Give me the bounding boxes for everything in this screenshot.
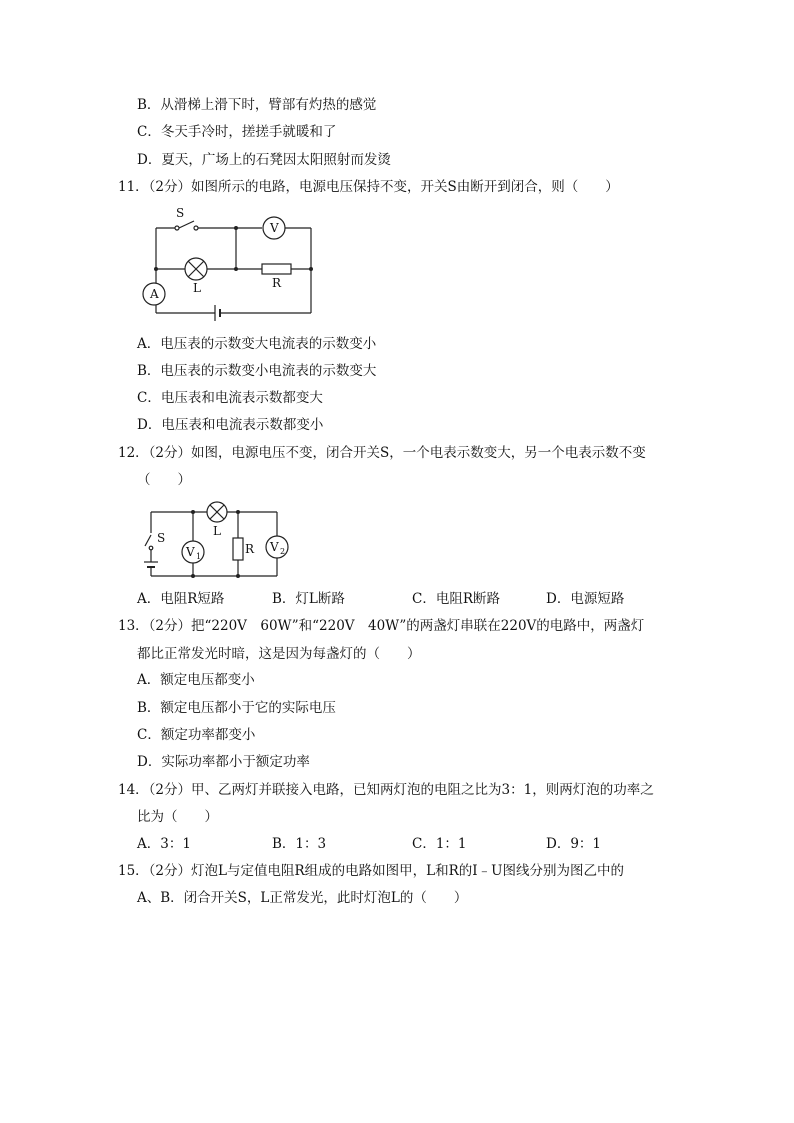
q13-option-c: C．额定功率都变小: [137, 727, 256, 743]
q12-option-d: D．电源短路: [546, 591, 625, 607]
question-14-stem: 14．（2分）甲、乙两灯并联接入电路，已知两灯泡的电阻之比为3：1，则两灯泡的功率之: [118, 782, 654, 798]
q14-option-d: D．9：1: [546, 836, 602, 852]
q11-option-c: C．电压表和电流表示数都变大: [137, 390, 323, 406]
option-d: D．夏天，广场上的石凳因太阳照射而发烫: [137, 152, 391, 168]
q12-option-c: C．电阻R断路: [412, 591, 500, 607]
question-15-stem-cont: A、B．闭合开关S，L正常发光，此时灯泡L的（ ）: [137, 890, 468, 906]
question-14-stem-cont: 比为（ ）: [137, 809, 218, 825]
q11-option-b: B．电压表的示数变小电流表的示数变大: [137, 363, 377, 379]
q11-option-a: A．电压表的示数变大电流表的示数变小: [137, 336, 377, 352]
q13-option-d: D．实际功率都小于额定功率: [137, 754, 310, 770]
question-15-stem: 15．（2分）灯泡L与定值电阻R组成的电路如图甲，L和R的I﹣U图线分别为图乙中的: [118, 863, 624, 879]
lamp-label: L: [213, 524, 221, 538]
v1-subscript: 1: [196, 552, 202, 561]
q14-option-a: A．3：1: [137, 836, 191, 852]
v2-subscript: 2: [280, 547, 286, 556]
question-11-stem: 11．（2分）如图所示的电路，电源电压保持不变，开关S由断开到闭合，则（ ）: [118, 179, 619, 195]
question-12-stem: 12．（2分）如图，电源电压不变，闭合开关S，一个电表示数变大，另一个电表示数不变: [118, 445, 646, 461]
q12-option-b: B．灯L断路: [272, 591, 345, 607]
lamp-label: L: [193, 281, 201, 295]
switch-label: S: [176, 206, 185, 220]
ammeter-label: A: [150, 287, 159, 301]
q13-option-b: B．额定电压都小于它的实际电压: [137, 700, 336, 716]
option-b: B．从滑梯上滑下时，臂部有灼热的感觉: [137, 97, 377, 113]
q13-option-a: A．额定电压都变小: [137, 672, 255, 688]
circuit-diagram-q12: [144, 502, 288, 578]
switch-label: S: [157, 531, 166, 545]
resistor-icon: [233, 538, 243, 560]
v2-label: V: [270, 540, 279, 554]
q14-option-c: C．1：1: [412, 836, 467, 852]
voltmeter-label: V: [270, 221, 279, 235]
resistor-label: R: [272, 276, 282, 290]
option-c: C．冬天手冷时，搓搓手就暖和了: [137, 124, 337, 140]
v1-label: V: [186, 545, 195, 559]
question-13-stem-cont: 都比正常发光时暗，这是因为每盏灯的（ ）: [137, 646, 421, 662]
resistor-label: R: [245, 542, 255, 556]
q14-option-b: B．1：3: [272, 836, 327, 852]
q12-option-a: A．电阻R短路: [137, 591, 225, 607]
resistor-icon: [262, 264, 291, 274]
question-12-stem-cont: （ ）: [137, 472, 191, 488]
q11-option-d: D．电压表和电流表示数都变小: [137, 417, 324, 433]
question-13-stem: 13．（2分）把“220V 60W”和“220V 40W”的两盏灯串联在220V的电路中，两盏灯: [118, 618, 645, 634]
